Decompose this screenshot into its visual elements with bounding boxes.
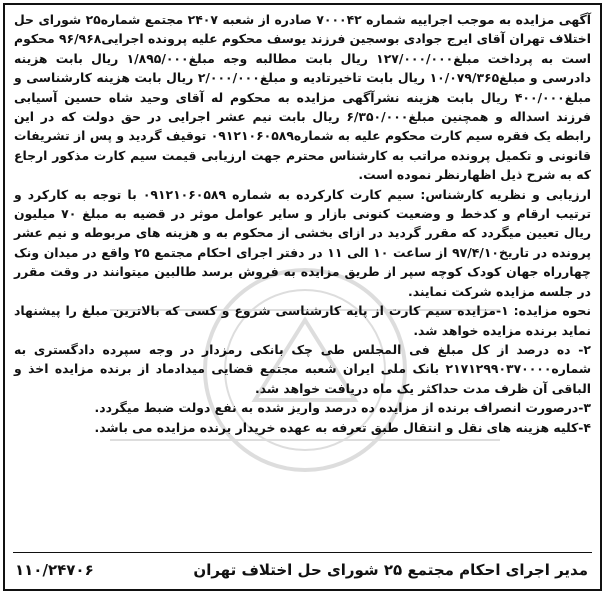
auction-method-item-3: ۳-درصورت انصراف برنده از مزایده ده درصد واریز شده به نفع دولت ضبط میگردد. [94,400,591,416]
auction-method-item-1: نحوه مزایده: ۱-مزایده سیم کارت از پایه کارشناسی شروع و کسی که بالاترین مبلغ را پیشنهاد نماید برنده مزایده خواهد شد. [14,303,592,338]
auction-method-item-4: ۴-کلیه هزینه های نقل و انتقال طبق تعرفه به عهده خریدار برنده مزایده می باشد. [94,419,591,435]
appraisal-paragraph: ارزیابی و نظریه کارشناس: سیم کارت کارکرده به شماره ۰۹۱۲۱۰۶۰۵۸۹ با توجه به کارکرد و ترتیب ارقام و کدخط و وضعیت کنونی بازار و سایر عوامل موثر در قضیه به مبلغ ۷۰ میلیون ریال تعیین میگردد که مقرر گردید در ازای بخشی از محکوم به و هزینه های مربوطه و نیم عشر پرونده در تاریخ۹۷/۴/۱۰ از ساعت ۱۰ الی ۱۱ در دفتر اجرای احکام مجتمع ۲۵ واقع در میدان ونک چهارراه جهان کودک کوچه سپر از طریق مزایده به فروش برسد طالبین میتوانند در وقت مقرر در جلسه مزایده شرکت نمایند. [14,186,591,299]
auction-notice [3,3,602,591]
issuer-signature: مدیر اجرای احکام مجتمع ۲۵ شورای حل اختلاف تهران [193,561,588,579]
notice-footer [15,557,588,583]
notice-intro: آگهی مزایده به موجب اجراییه شماره ۷۰۰۰۴۲ صادره از شعبه ۲۴۰۷ مجتمع شماره۲۵ شورای حل اختلاف تهران آقای ایرج جوادی بوسجین فرزند یوسف محکوم علیه پرونده اجرایی۹۶/۹۶۸ محکوم است به پرداخت مبلغ۱۲۷/۰۰۰/۰۰۰ ریال بابت مطالبه وجه مبلغ۱/۸۹۵/۰۰۰ ریال بابت هزینه دادرسی و مبلغ۱۰/۰۷۹/۳۶۵ ریال بابت تاخیرتادیه و مبلغ۲/۰۰۰/۰۰۰ ریال بابت هزینه کارشناسی و مبلغ۴۰۰/۰۰۰ ریال بابت هزینه نشرآگهی مزایده به محکوم له آقای وحید شاه حسین آسیابی فرزند اسداله و همچنین مبلغ۶/۳۵۰/۰۰۰ ریال بابت نیم عشر اجرایی در حق دولت که در این رابطه یک فقره سیم کارت محکوم علیه به شماره۰۹۱۲۱۰۶۰۵۸۹ توقیف گردید و پس از تشریفات قانونی و تکمیل پرونده مراتب به کارشناس محترم جهت ارزیابی قیمت سیم کارت مذکور ارجاع که به شرح ذیل اظهارنظر نموده است. [14,12,591,183]
footer-divider [13,552,592,553]
auction-method-item-2: ۲- ده درصد از کل مبلغ فی المجلس طی چک بانکی رمزدار در وجه سپرده دادگستری به شماره۲۱۷۱۲۹۹۰۳۷۰۰۰۰ بانک ملی ایران شعبه مجتمع قضایی میدادماد از برنده مزایده اخذ و الباقی آن ظرف مدت حداکثر یک ماه دریافت خواهد شد. [14,341,591,396]
notice-code: ۱۱۰/۲۴۷۰۶ [15,561,94,579]
